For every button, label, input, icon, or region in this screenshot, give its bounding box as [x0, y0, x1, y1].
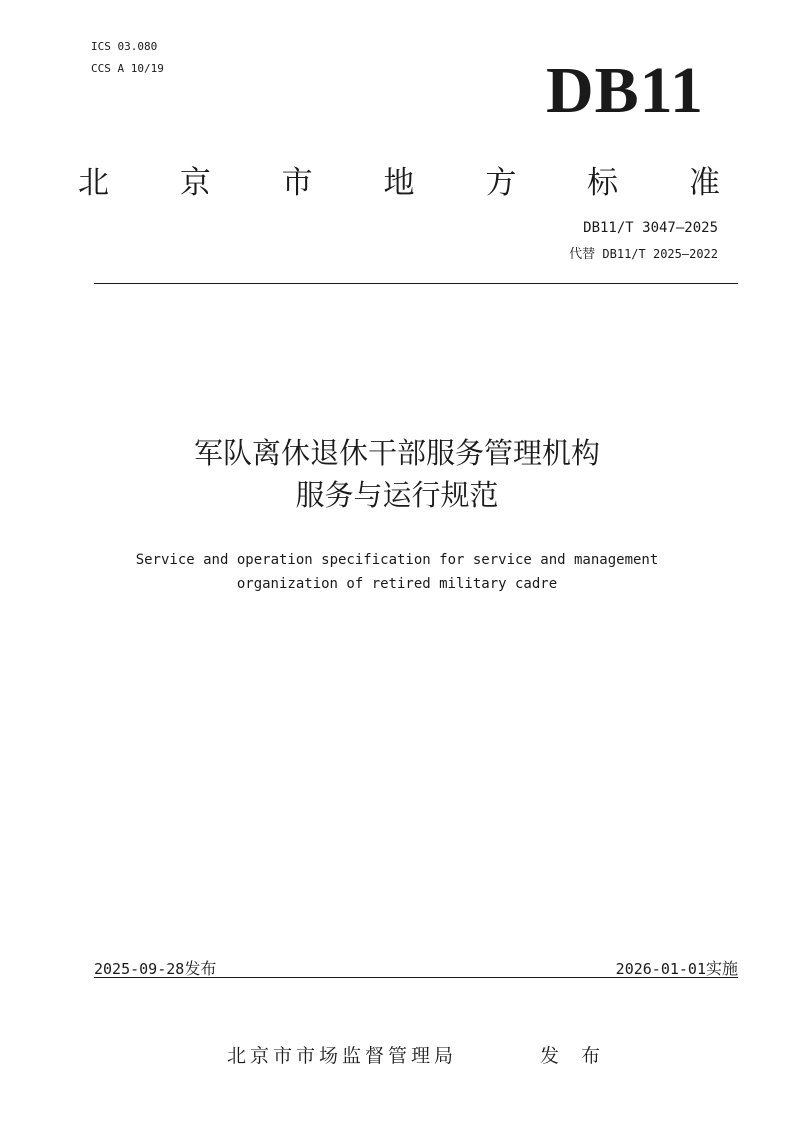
- title-english-line1: Service and operation specification for service and management: [135, 552, 659, 568]
- publisher-name: 北京市市场监督管理局: [227, 1045, 458, 1067]
- title-english: [0, 548, 794, 596]
- title-chinese: [0, 432, 794, 516]
- publish-word: 发 布: [540, 1045, 609, 1067]
- replaces-number: DB11/T 2025—2022: [602, 247, 718, 261]
- replaces-label: 代替: [569, 247, 596, 262]
- replaces-line: [569, 243, 718, 262]
- issue-label: 发布: [184, 959, 217, 978]
- standard-type-char: 市: [281, 165, 313, 201]
- db-logo: DB11: [545, 54, 704, 127]
- top-divider: [94, 283, 738, 284]
- standard-type-char: 准: [688, 165, 720, 201]
- standard-type-char: 北: [78, 165, 109, 201]
- ics-code: ICS 03.080: [91, 40, 158, 53]
- standard-type: [78, 165, 720, 201]
- title-chinese-line2: 服务与运行规范: [295, 478, 499, 512]
- issue-date-line: [94, 956, 216, 979]
- implement-date: 2026-01-01: [615, 960, 706, 978]
- standard-number: DB11/T 3047—2025: [583, 220, 718, 236]
- standard-type-char: 标: [587, 165, 619, 201]
- standard-type-char: 方: [485, 165, 517, 201]
- title-chinese-line1: 军队离休退休干部服务管理机构: [193, 436, 600, 470]
- ccs-code: CCS A 10/19: [91, 62, 164, 75]
- title-english-line2: organization of retired military cadre: [236, 576, 558, 592]
- standard-type-char: 地: [383, 165, 415, 201]
- bottom-divider: [94, 977, 738, 978]
- implement-label: 实施: [705, 959, 738, 978]
- issue-date: 2025-09-28: [94, 960, 185, 978]
- implement-date-line: [616, 956, 738, 979]
- standard-type-char: 京: [179, 165, 211, 201]
